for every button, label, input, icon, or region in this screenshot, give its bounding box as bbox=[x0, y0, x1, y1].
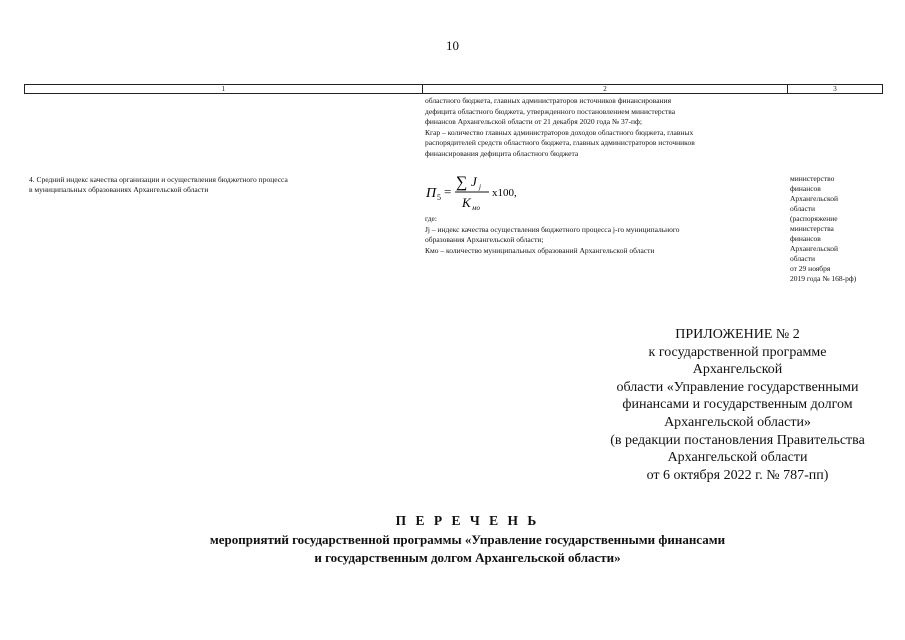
text-line: распорядителей средств областного бюджета, главных администраторов источников bbox=[425, 138, 695, 147]
formula-equals: = bbox=[444, 184, 452, 199]
text-line: финансов bbox=[790, 234, 821, 243]
text-line: образования Архангельской области; bbox=[425, 235, 544, 244]
text-line: министерство bbox=[790, 174, 835, 183]
table-header-row bbox=[24, 84, 883, 94]
page-number: 10 bbox=[446, 38, 459, 53]
appendix-line: (в редакции постановления Правительства bbox=[610, 432, 865, 448]
text-line: финансирования дефицита областного бюджета bbox=[425, 148, 579, 158]
source-cell bbox=[790, 174, 870, 284]
appendix-line: к государственной программе bbox=[648, 344, 827, 360]
text-line: Кмо – количество муниципальных образований Архангельской области bbox=[425, 245, 655, 255]
subtitle-line: и государственным долгом Архангельской области» bbox=[314, 550, 621, 565]
formula bbox=[426, 170, 556, 214]
document-title: П Е Р Е Ч Е Н Ь bbox=[395, 513, 540, 528]
formula-numerator: J bbox=[471, 174, 477, 189]
text-line: 4. Средний индекс качества организации и осуществления бюджетного процесса bbox=[29, 175, 288, 184]
text-line: области bbox=[790, 254, 816, 263]
text-line: финансов Архангельской области от 21 декабря 2020 года № 37-пф; bbox=[425, 117, 642, 126]
subtitle-line: мероприятий государственной программы «Управление государственными финансами bbox=[209, 532, 726, 547]
table-header-col-1: 1 bbox=[25, 85, 423, 93]
appendix-line: от 6 октября 2022 г. № 787-пп) bbox=[646, 467, 829, 483]
formula-sum: ∑ bbox=[456, 174, 468, 191]
formula-denominator-sub: мо bbox=[472, 204, 480, 212]
formula-lhs: П bbox=[426, 186, 437, 201]
appendix-line: финансами и государственным долгом bbox=[622, 397, 853, 413]
formula-numerator-sub: j bbox=[479, 183, 481, 191]
text-line: от 29 ноября bbox=[790, 264, 831, 273]
appendix-line: Архангельской области» bbox=[664, 414, 811, 430]
text-line: министерства bbox=[790, 224, 834, 233]
text-line: (распоряжение bbox=[790, 214, 838, 223]
text-line: в муниципальных образованиях Архангельской области bbox=[29, 185, 209, 194]
text-line: финансов bbox=[790, 184, 821, 193]
text-line: областного бюджета, главных администраторов источников финансирования bbox=[425, 96, 672, 105]
appendix-line: Архангельской области bbox=[667, 450, 808, 466]
formula-multiplier: x100, bbox=[492, 187, 517, 199]
continuation-text bbox=[425, 96, 785, 159]
table-header-col-3: 3 bbox=[833, 85, 837, 93]
formula-denominator: K bbox=[462, 195, 471, 210]
definitions bbox=[425, 214, 785, 256]
text-line: области bbox=[790, 204, 816, 213]
appendix-line: области «Управление государственными bbox=[616, 379, 859, 395]
indicator-cell bbox=[29, 175, 374, 195]
appendix-line: Архангельской bbox=[692, 362, 783, 378]
text-line: дефицита областного бюджета, утвержденного постановлением министерства bbox=[425, 106, 676, 116]
text-line: Jj – индекс качества осуществления бюджетного процесса j-го муниципального bbox=[425, 224, 680, 234]
text-line: Архангельской bbox=[790, 244, 838, 253]
text-line: Кгар – количество главных администраторов доходов областного бюджета, главных bbox=[425, 127, 694, 137]
text-line: 2019 года № 168-рф) bbox=[790, 274, 857, 283]
appendix-line: ПРИЛОЖЕНИЕ № 2 bbox=[675, 327, 800, 342]
formula-lhs-sub: 5 bbox=[437, 193, 441, 202]
document-subtitle bbox=[0, 531, 905, 567]
text-line: Архангельской bbox=[790, 194, 838, 203]
text-line: где: bbox=[425, 214, 437, 223]
table-header-col-2: 2 bbox=[423, 85, 788, 93]
appendix-block bbox=[540, 326, 905, 484]
